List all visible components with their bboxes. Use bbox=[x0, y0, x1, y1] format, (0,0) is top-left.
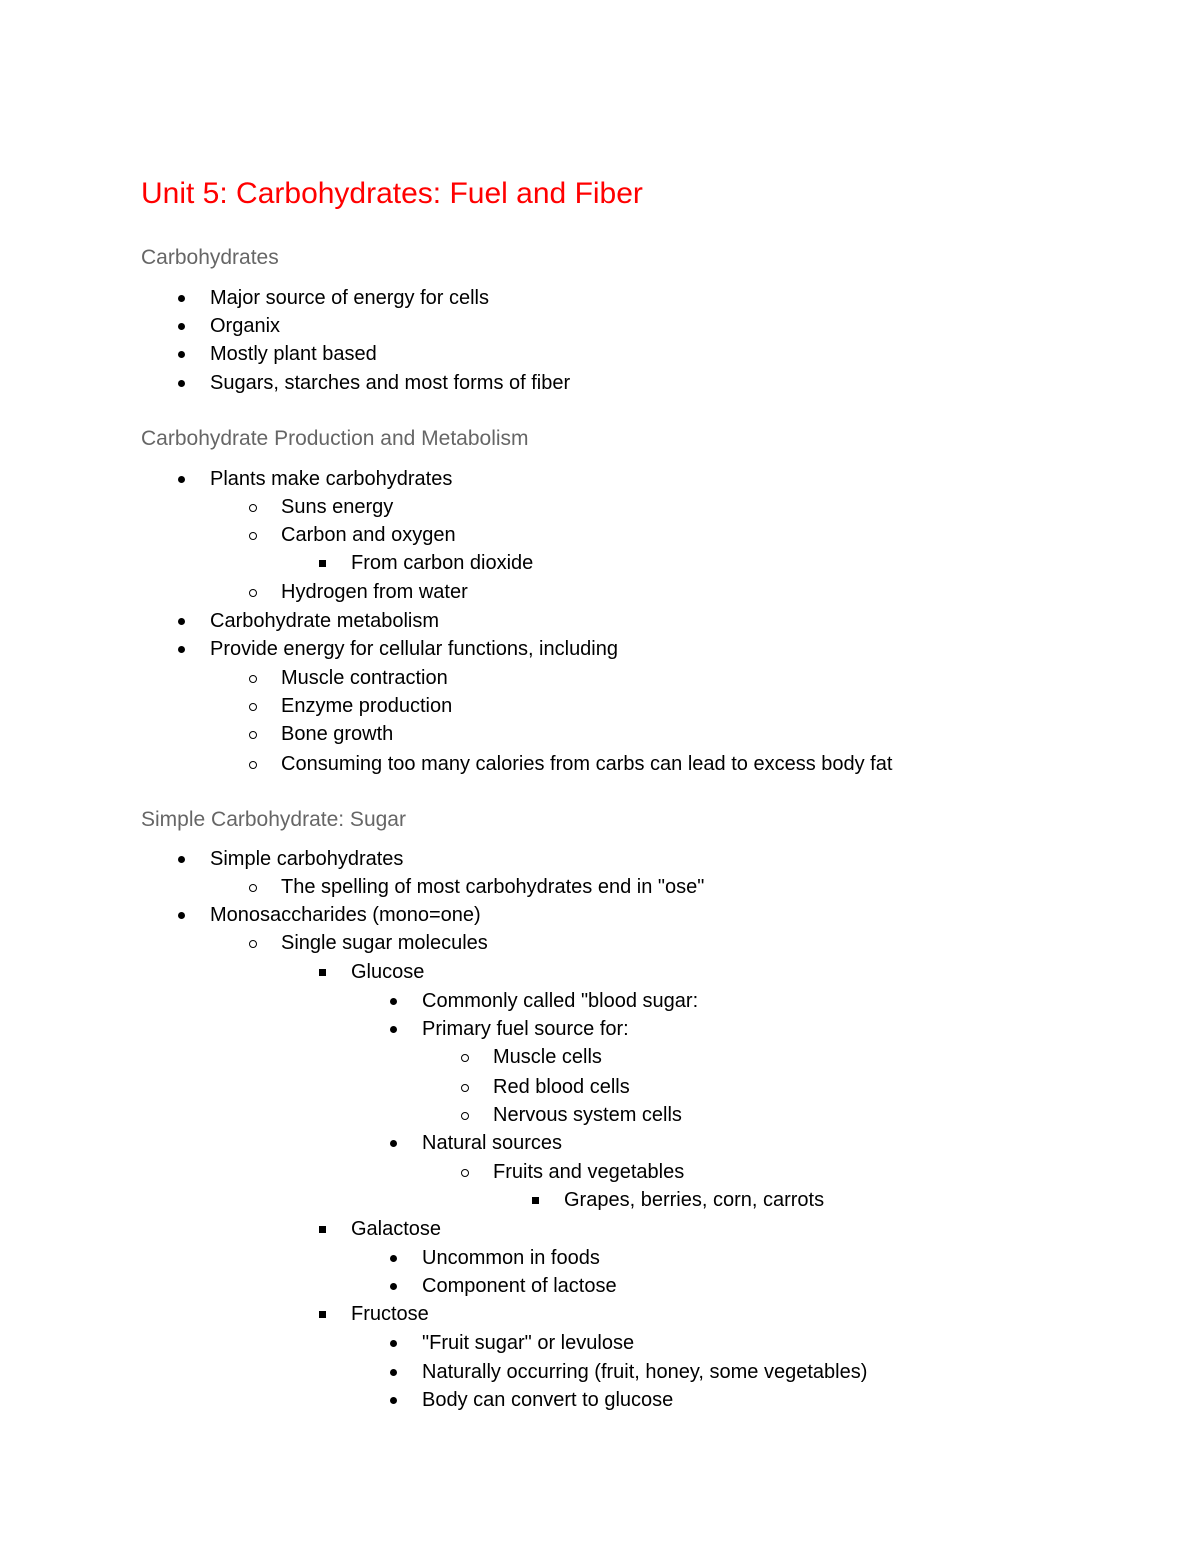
bullet-disc-icon bbox=[390, 1274, 410, 1298]
section-heading-production-metabolism: Carbohydrate Production and Metabolism bbox=[141, 427, 529, 450]
bullet-circle-icon bbox=[249, 694, 269, 718]
bullet-square-icon bbox=[319, 960, 339, 984]
bullet-square-icon bbox=[532, 1188, 552, 1212]
bullet-disc-icon bbox=[390, 1017, 410, 1041]
section-heading-carbohydrates: Carbohydrates bbox=[141, 246, 279, 269]
bullet-circle-icon bbox=[461, 1075, 481, 1099]
bullet-circle-icon bbox=[249, 580, 269, 604]
bullet-disc-icon bbox=[178, 342, 198, 366]
bullet-disc-icon bbox=[178, 286, 198, 310]
bullet-circle-icon bbox=[249, 666, 269, 690]
bullet-disc-icon bbox=[390, 1246, 410, 1270]
page-title: Unit 5: Carbohydrates: Fuel and Fiber bbox=[141, 177, 643, 210]
bullet-circle-icon bbox=[461, 1160, 481, 1184]
bullet-disc-icon bbox=[178, 467, 198, 491]
document-page: Unit 5: Carbohydrates: Fuel and Fiber Carbohydrates Major source of energy for cells Organix Mostly plant based Sugars, starches and most forms of fiber Carbohydrate Production and Metabolism Plants make carbohydrates Suns energy Carbon and oxygen From carbon dioxide Hydrogen from water Carbohydrate metabolism Provide energy for cellular functions, including Muscle contraction Enzyme production Bone growth Consuming too many calories from carbs can lead to excess body fat Simple Carbohydrate: Sugar Simple carbohydrates The spelling of most carbohydrates end in "ose" Monosaccharides (mono=one) Single sugar molecules Glucose Commonly called "blood sugar: Primary fuel source for: Muscle cells Red blood cells Nervous system cells Natural sources Fruits and vegetables Grapes, berries, corn, carrots Galactose Uncommon in foods Component of lactose Fructose "Fruit sugar" or levulose Naturally occurring (fruit, honey, some vegetables) Body can convert to glucose bbox=[141, 177, 893, 1411]
bullet-disc-icon bbox=[390, 1388, 410, 1412]
bullet-disc-icon bbox=[178, 637, 198, 661]
bullet-circle-icon bbox=[249, 931, 269, 955]
bullet-disc-icon bbox=[178, 371, 198, 395]
bullet-disc-icon bbox=[390, 1360, 410, 1384]
bullet-disc-icon bbox=[178, 314, 198, 338]
bullet-circle-icon bbox=[249, 495, 269, 519]
bullet-square-icon bbox=[319, 1217, 339, 1241]
bullet-circle-icon bbox=[461, 1045, 481, 1069]
bullet-disc-icon bbox=[390, 1131, 410, 1155]
section-heading-simple-carbohydrate: Simple Carbohydrate: Sugar bbox=[141, 808, 406, 831]
bullet-disc-icon bbox=[178, 847, 198, 871]
bullet-circle-icon bbox=[249, 752, 269, 776]
bullet-disc-icon bbox=[390, 1331, 410, 1355]
bullet-circle-icon bbox=[249, 722, 269, 746]
bullet-circle-icon bbox=[249, 875, 269, 899]
bullet-square-icon bbox=[319, 551, 339, 575]
bullet-circle-icon bbox=[461, 1103, 481, 1127]
bullet-disc-icon bbox=[178, 609, 198, 633]
bullet-disc-icon bbox=[178, 903, 198, 927]
bullet-square-icon bbox=[319, 1302, 339, 1326]
bullet-circle-icon bbox=[249, 523, 269, 547]
bullet-disc-icon bbox=[390, 989, 410, 1013]
